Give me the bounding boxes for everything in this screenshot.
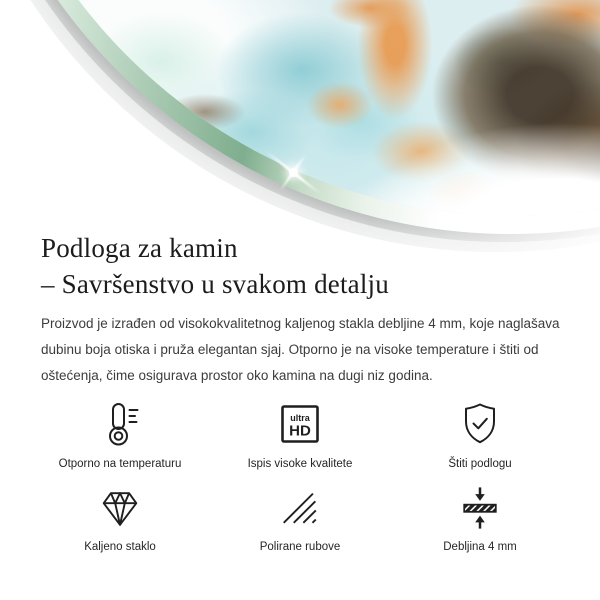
polished-edges-icon [277, 483, 323, 531]
page-title-line2: – Savršenstvo u svakom detalju [41, 269, 389, 299]
feature-thickness [390, 483, 570, 553]
feature-label: Štiti podlogu [448, 458, 512, 470]
product-description: Proizvod je izrađen od visokokvalitetnog kaljenog stakla debljine 4 mm, koje naglašava dubinu boja otiska i pruža elegantan sjaj. Otporno je na visoke temperature i štiti od oštećenja, čime osigurava prostor oko kamina na dugi niz godina. [41, 316, 560, 383]
feature-heat-resistant [30, 400, 210, 470]
feature-print-quality [210, 400, 390, 470]
feature-label: Debljina 4 mm [443, 541, 517, 553]
ultra-hd-icon [276, 400, 324, 448]
feature-grid [30, 400, 570, 553]
product-info-section [41, 230, 562, 389]
feature-protects-surface [390, 400, 570, 470]
shield-check-icon [456, 400, 504, 448]
product-image [0, 0, 600, 262]
hd-label: HD [289, 422, 311, 440]
page-title [41, 230, 562, 302]
ultra-label: ultra [290, 413, 310, 423]
feature-tempered-glass [30, 483, 210, 553]
feature-label: Polirane rubove [259, 541, 341, 553]
page-title-line1: Podloga za kamin [41, 233, 238, 263]
feature-polished-edges [210, 483, 390, 553]
thermometer-icon [96, 400, 144, 448]
feature-label: Ispis visoke kvalitete [247, 458, 353, 470]
diamond-icon [97, 483, 143, 531]
feature-label: Otporno na temperaturu [58, 458, 182, 470]
thickness-icon [457, 483, 503, 531]
feature-label: Kaljeno staklo [84, 541, 156, 553]
